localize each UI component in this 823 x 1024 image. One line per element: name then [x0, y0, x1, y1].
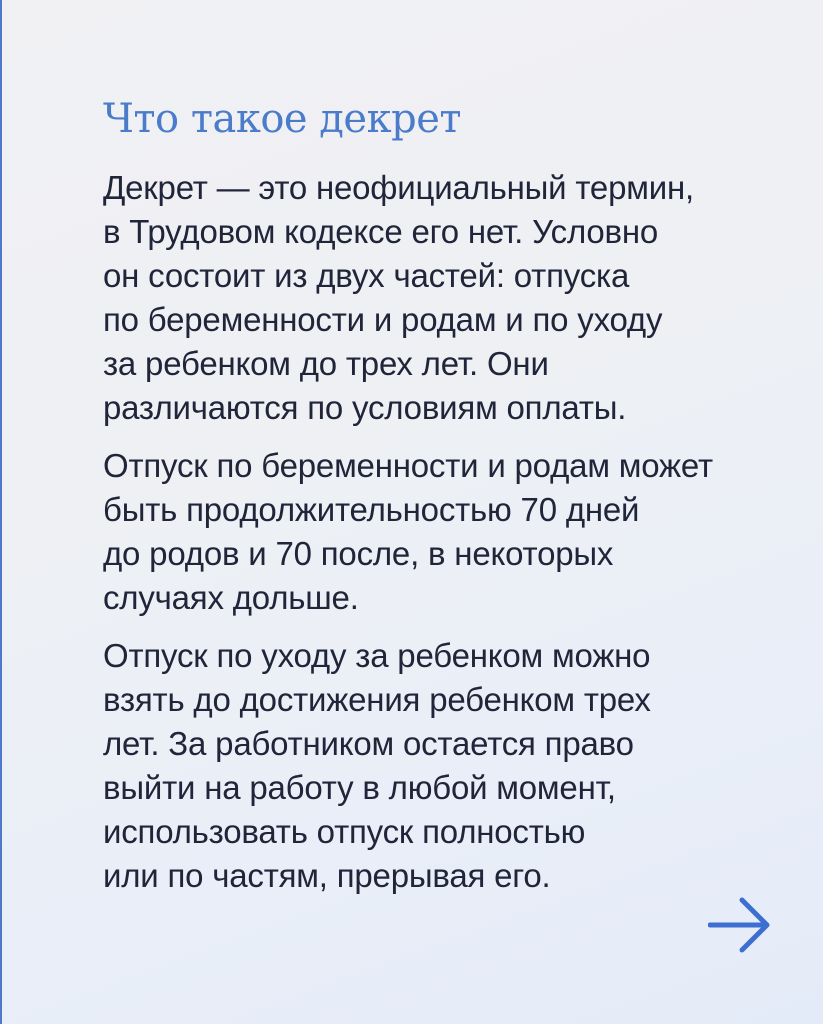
article — [103, 88, 793, 912]
text-line: Отпуск по беременности и родам может — [103, 447, 713, 484]
text-line: использовать отпуск полностью — [103, 813, 586, 850]
text-line: он состоит из двух частей: отпуска — [103, 257, 630, 294]
text-line: различаются по условиям оплаты. — [103, 389, 627, 426]
paragraph-childcare-leave — [103, 634, 793, 898]
text-line: в Трудовом кодексе его нет. Условно — [103, 213, 659, 250]
text-line: до родов и 70 после, в некоторых — [103, 535, 614, 572]
text-line: лет. За работником остается право — [103, 725, 634, 762]
text-line: или по частям, прерывая его. — [103, 857, 551, 894]
accent-border — [0, 0, 2, 1024]
text-line: быть продолжительностью 70 дней — [103, 491, 640, 528]
page-title: Что такое декрет — [103, 96, 461, 142]
text-line: Отпуск по уходу за ребенком можно — [103, 637, 651, 674]
text-line: по беременности и родам и по уходу — [103, 301, 663, 338]
text-line: случаях дольше. — [103, 579, 359, 616]
text-line: выйти на работу в любой момент, — [103, 769, 616, 806]
text-line: за ребенком до трех лет. Они — [103, 345, 549, 382]
paragraph-definition — [103, 166, 793, 430]
text-line: Декрет — это неофициальный термин, — [103, 169, 694, 206]
paragraph-maternity-leave — [103, 444, 793, 620]
arrow-right-icon — [708, 896, 772, 954]
next-slide-button[interactable] — [708, 896, 772, 954]
text-line: взять до достижения ребенком трех — [103, 681, 651, 718]
